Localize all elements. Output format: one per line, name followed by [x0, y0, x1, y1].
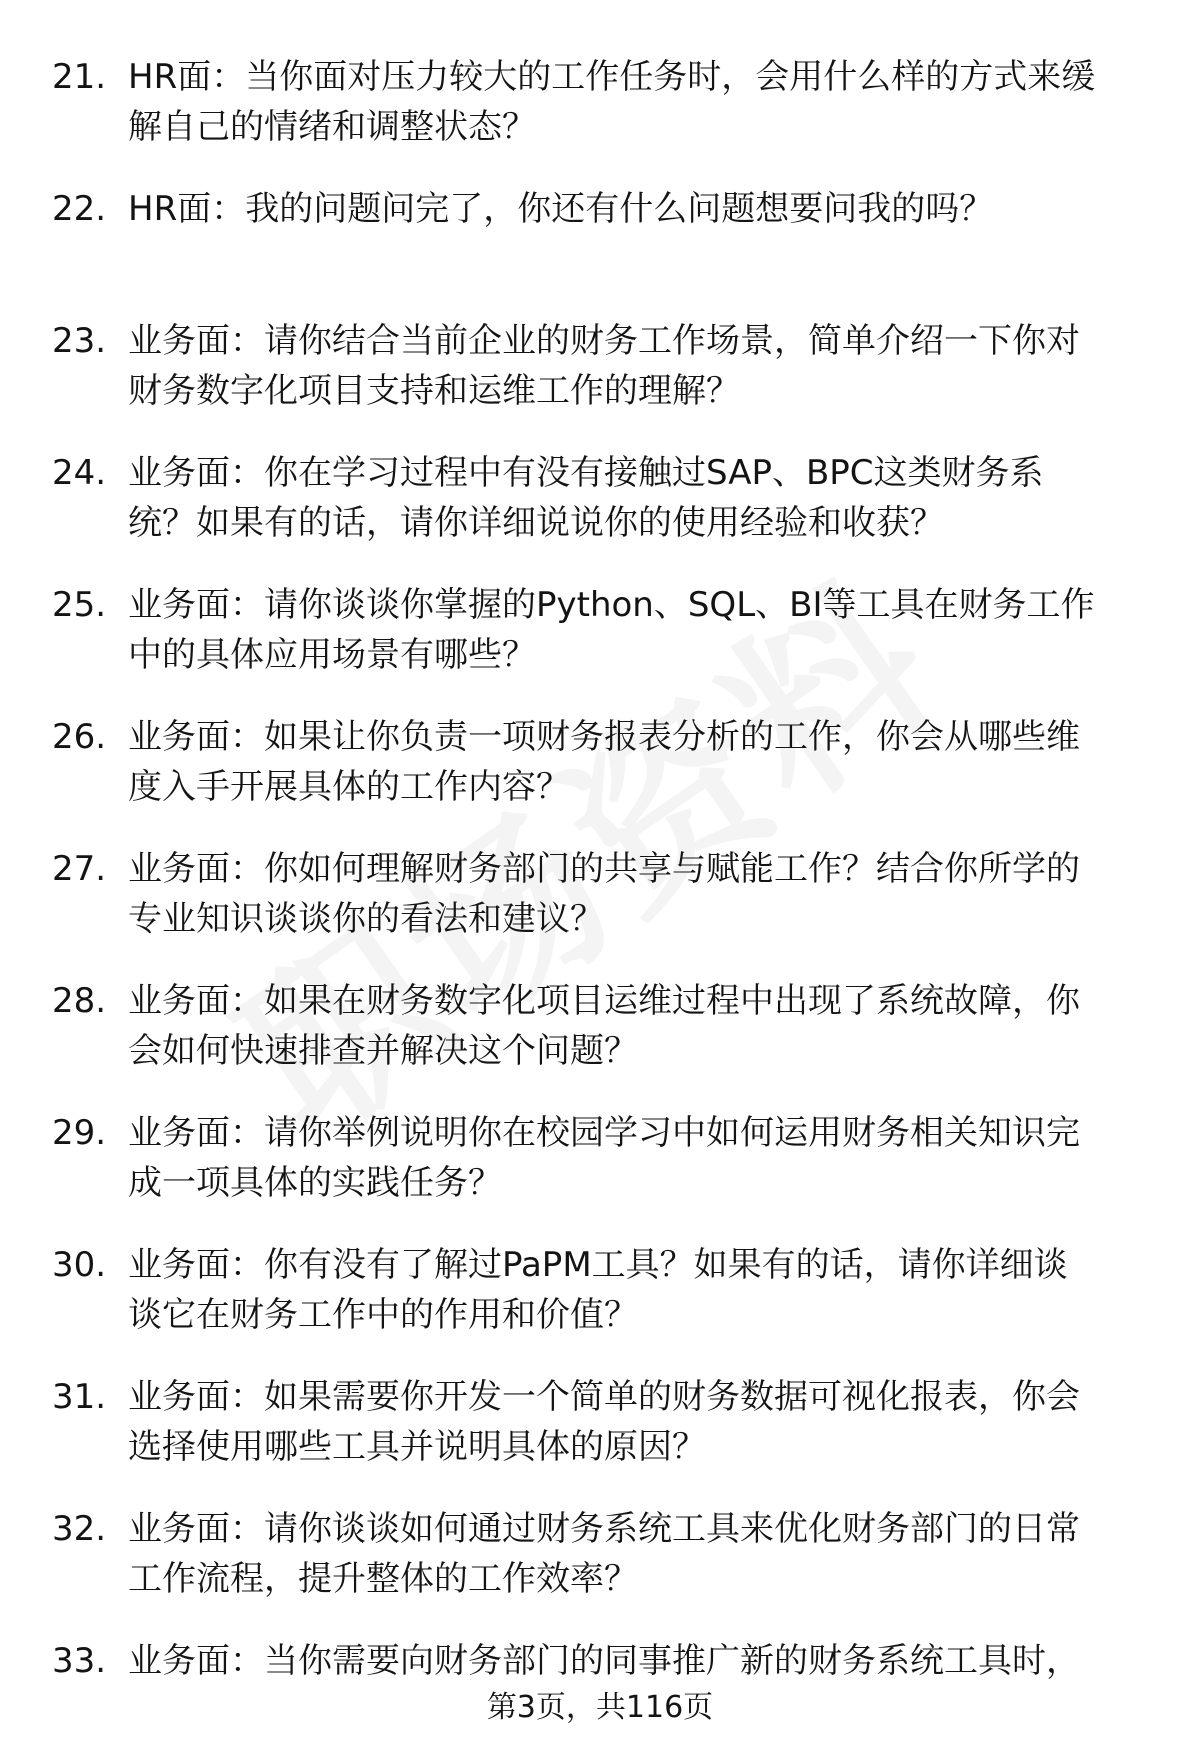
question-line: 会如何快速排查并解决这个问题？: [128, 1031, 638, 1071]
question-line: 业务面：当你需要向财务部门的同事推广新的财务系统工具时，: [128, 1641, 1080, 1681]
question-text: [128, 844, 1168, 944]
question-line: 业务面：请你结合当前企业的财务工作场景，简单介绍一下你对: [128, 321, 1080, 361]
question-list: [0, 52, 1200, 1755]
question-item: [0, 1108, 1200, 1240]
question-text: [128, 1240, 1168, 1340]
question-text: [128, 712, 1168, 812]
question-line: 业务面：如果让你负责一项财务报表分析的工作，你会从哪些维: [128, 717, 1080, 757]
question-item: [0, 844, 1200, 976]
question-line: 统？如果有的话，请你详细说说你的使用经验和收获？: [128, 503, 944, 543]
question-item: [0, 712, 1200, 844]
question-line: 工作流程，提升整体的工作效率？: [128, 1559, 638, 1599]
question-line: 成一项具体的实践任务？: [128, 1163, 502, 1203]
question-text: [128, 448, 1168, 548]
question-item: [0, 1504, 1200, 1636]
question-line: 业务面：你如何理解财务部门的共享与赋能工作？结合你所学的: [128, 849, 1080, 889]
question-text: [128, 1372, 1168, 1472]
question-number: 29.: [52, 1113, 107, 1153]
question-line: 业务面：请你谈谈如何通过财务系统工具来优化财务部门的日常: [128, 1509, 1080, 1549]
question-text: [128, 580, 1168, 680]
question-item: [0, 184, 1200, 316]
question-number: 21.: [52, 57, 107, 97]
page-footer: 第3页，共116页: [486, 1690, 714, 1725]
question-number: 24.: [52, 453, 107, 493]
question-line: HR面：我的问题问完了，你还有什么问题想要问我的吗？: [128, 189, 994, 229]
question-line: 度入手开展具体的工作内容？: [128, 767, 570, 807]
question-item: [0, 1240, 1200, 1372]
question-line: 解自己的情绪和调整状态？: [128, 107, 536, 147]
question-text: [128, 1108, 1168, 1208]
question-line: 业务面：你在学习过程中有没有接触过SAP、BPC这类财务系: [128, 453, 1044, 493]
question-number: 30.: [52, 1245, 107, 1285]
question-number: 23.: [52, 321, 107, 361]
question-number: 27.: [52, 849, 107, 889]
question-line: 选择使用哪些工具并说明具体的原因？: [128, 1427, 706, 1467]
question-line: 业务面：请你举例说明你在校园学习中如何运用财务相关知识完: [128, 1113, 1080, 1153]
question-text: [128, 1504, 1168, 1604]
question-text: [128, 52, 1168, 152]
question-line: 业务面：请你谈谈你掌握的Python、SQL、BI等工具在财务工作: [128, 585, 1095, 625]
question-number: 31.: [52, 1377, 107, 1417]
question-line: 业务面：如果在财务数字化项目运维过程中出现了系统故障，你: [128, 981, 1080, 1021]
question-item: [0, 976, 1200, 1108]
question-item: [0, 52, 1200, 184]
question-line: 谈它在财务工作中的作用和价值？: [128, 1295, 638, 1335]
question-item: [0, 580, 1200, 712]
question-line: 业务面：如果需要你开发一个简单的财务数据可视化报表，你会: [128, 1377, 1080, 1417]
question-item: [0, 1372, 1200, 1504]
question-item: [0, 316, 1200, 448]
question-number: 28.: [52, 981, 107, 1021]
question-line: 财务数字化项目支持和运维工作的理解？: [128, 371, 740, 411]
question-text: [128, 184, 1168, 284]
question-number: 26.: [52, 717, 107, 757]
question-line: 专业知识谈谈你的看法和建议？: [128, 899, 604, 939]
question-number: 25.: [52, 585, 107, 625]
question-line: 业务面：你有没有了解过PaPM工具？如果有的话，请你详细谈: [128, 1245, 1068, 1285]
question-text: [128, 316, 1168, 416]
question-line: [128, 234, 1168, 284]
question-number: 32.: [52, 1509, 107, 1549]
question-text: [128, 976, 1168, 1076]
question-line: HR面：当你面对压力较大的工作任务时，会用什么样的方式来缓: [128, 57, 1096, 97]
question-line: 中的具体应用场景有哪些？: [128, 635, 536, 675]
question-item: [0, 448, 1200, 580]
question-number: 33.: [52, 1641, 107, 1681]
question-number: 22.: [52, 189, 107, 229]
